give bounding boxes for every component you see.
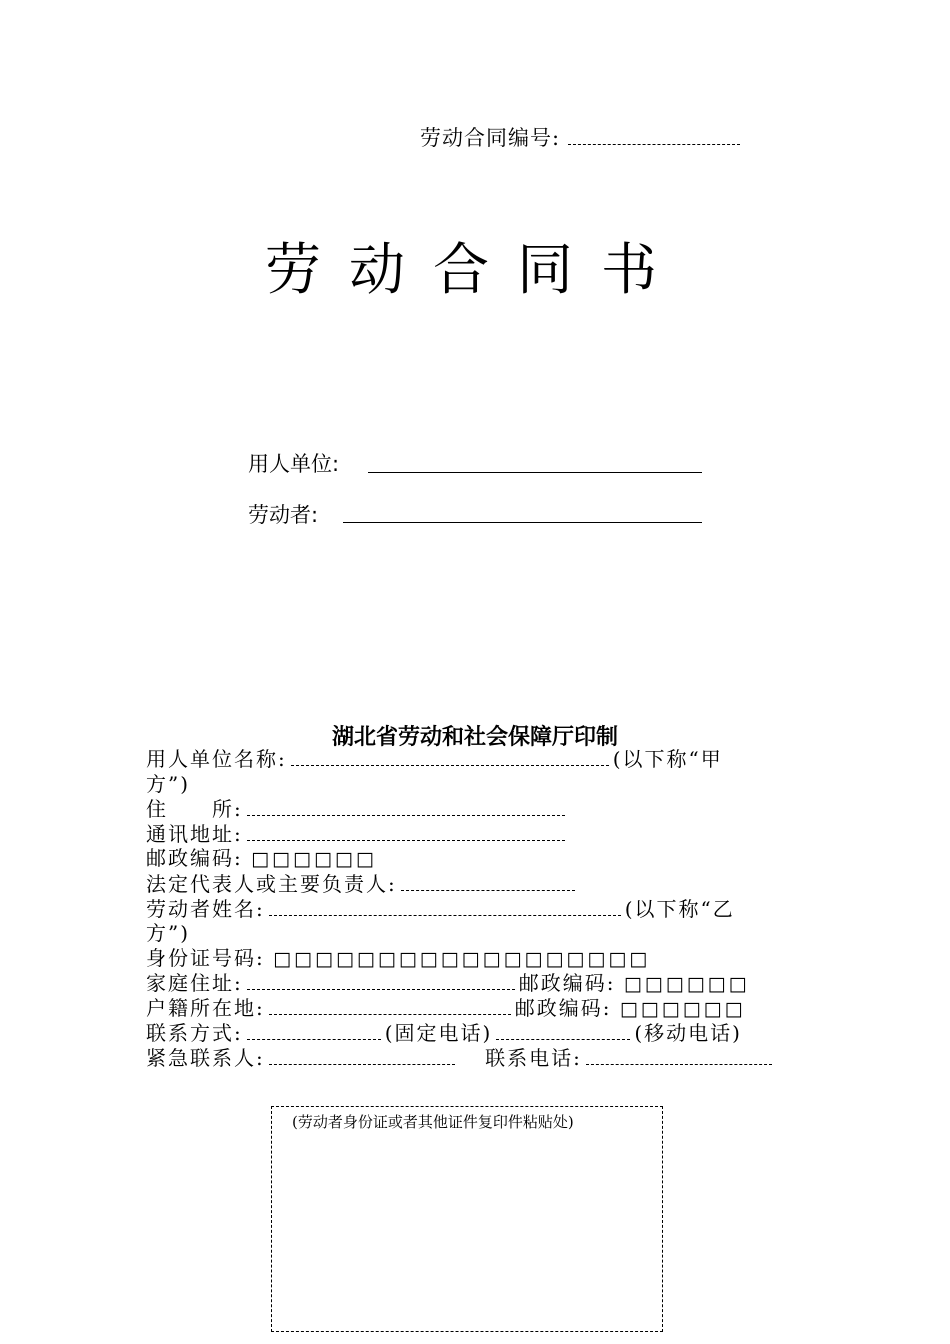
postcode-label: 邮政编码: <box>146 846 243 870</box>
postcode-boxes[interactable]: □□□□□□ <box>251 848 377 870</box>
emergency-row <box>146 1046 776 1070</box>
worker-suffix-row <box>146 921 190 945</box>
legal-rep-blank[interactable] <box>401 889 575 891</box>
mobile-label: (移动电话) <box>634 1021 742 1045</box>
home-address-label: 家庭住址: <box>146 971 243 995</box>
hukou-postcode-label: 邮政编码: <box>514 996 612 1020</box>
hukou-row <box>146 996 746 1021</box>
mail-address-row <box>146 822 569 846</box>
landline-label: (固定电话) <box>384 1021 493 1045</box>
worker-name-row <box>146 897 735 921</box>
home-address-blank[interactable] <box>247 988 515 990</box>
printer-note: 湖北省劳动和社会保障厅印制 <box>331 725 618 750</box>
cover-employer-label: 用人单位: <box>248 452 340 476</box>
emergency-phone-label: 联系电话: <box>485 1046 582 1070</box>
hukou-label: 户籍所在地: <box>146 996 265 1020</box>
employer-suffix-row <box>146 772 190 796</box>
home-postcode-label: 邮政编码: <box>518 971 616 995</box>
mobile-blank[interactable] <box>496 1038 630 1040</box>
worker-suffix: (以下称“乙 <box>624 897 735 921</box>
hukou-blank[interactable] <box>269 1013 511 1015</box>
employer-suffix-cont: 方”) <box>146 772 191 796</box>
contract-number-label: 劳动合同编号: <box>420 126 561 150</box>
home-address-row <box>146 971 750 996</box>
employer-name-label: 用人单位名称: <box>146 747 287 771</box>
legal-rep-row <box>146 872 579 896</box>
home-postcode-boxes[interactable]: □□□□□□ <box>623 973 750 995</box>
cover-employer-line <box>248 448 339 478</box>
id-copy-paste-area <box>271 1106 663 1332</box>
landline-blank[interactable] <box>247 1038 381 1040</box>
id-label: 身份证号码: <box>146 946 265 970</box>
emergency-phone-blank[interactable] <box>586 1063 772 1065</box>
paste-area-label: (劳动者身份证或者其他证件复印件粘贴处) <box>292 1113 574 1131</box>
mail-address-label: 通讯地址: <box>146 822 243 846</box>
document-title: 劳动合同书 <box>265 238 685 303</box>
contract-number-line <box>420 122 740 152</box>
address-label: 住 所: <box>146 797 243 821</box>
id-row <box>146 946 650 971</box>
postcode-row <box>146 846 377 871</box>
worker-suffix-cont: 方”) <box>146 921 191 945</box>
employer-name-blank[interactable] <box>291 764 609 766</box>
address-row <box>146 797 569 821</box>
contract-number-blank[interactable] <box>568 142 740 145</box>
cover-employer-blank[interactable] <box>368 471 702 473</box>
address-blank[interactable] <box>247 814 565 816</box>
contact-label: 联系方式: <box>146 1021 243 1045</box>
worker-name-blank[interactable] <box>269 914 621 916</box>
employer-suffix: (以下称“甲 <box>612 747 723 771</box>
emergency-blank[interactable] <box>269 1063 455 1065</box>
employer-name-row <box>146 747 723 771</box>
cover-worker-line <box>248 499 318 529</box>
mail-address-blank[interactable] <box>247 839 565 841</box>
legal-rep-label: 法定代表人或主要负责人: <box>146 872 397 896</box>
id-boxes[interactable]: □□□□□□□□□□□□□□□□□□ <box>273 948 651 970</box>
worker-name-label: 劳动者姓名: <box>146 897 265 921</box>
emergency-label: 紧急联系人: <box>146 1046 265 1070</box>
cover-worker-blank[interactable] <box>343 521 702 523</box>
cover-worker-label: 劳动者: <box>248 503 319 527</box>
hukou-postcode-boxes[interactable]: □□□□□□ <box>619 998 746 1020</box>
contact-row <box>146 1021 742 1045</box>
